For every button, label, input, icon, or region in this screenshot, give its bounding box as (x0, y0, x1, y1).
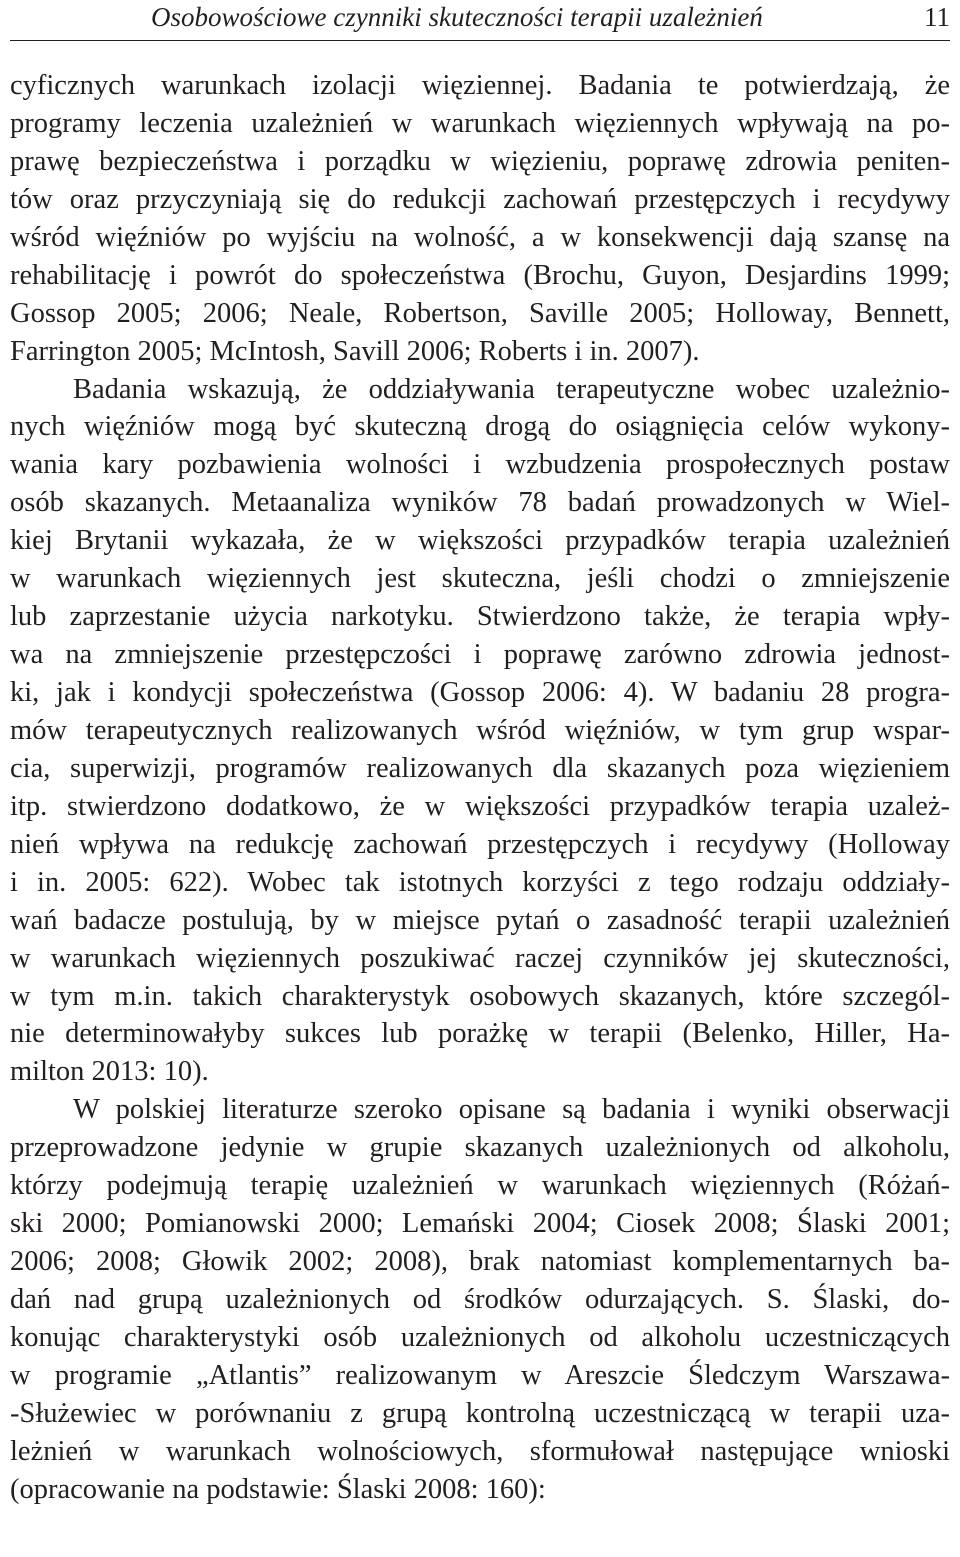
text-line: i in. 2005: 622). Wobec tak istotnych korzyści z tego rodzaju oddziały- (10, 866, 950, 898)
text-line: w programie „Atlantis” realizowanym w Areszcie Śledczym Warszawa- (10, 1359, 950, 1391)
text-line: wania kary pozbawienia wolności i wzbudzenia prospołecznych postaw (10, 449, 950, 481)
text-line: nie determinowałyby sukces lub porażkę w terapii (Belenko, Hiller, Ha- (10, 1018, 950, 1050)
text-line: programy leczenia uzależnień w warunkach więziennych wpływają na po- (10, 107, 950, 139)
text-line: -Służewiec w porównaniu z grupą kontrolną uczestniczącą w terapii uza- (10, 1397, 950, 1429)
text-line: w warunkach więziennych jest skuteczna, jeśli chodzi o zmniejszenie (10, 563, 950, 595)
page-number: 11 (924, 2, 950, 32)
text-line: dań nad grupą uzależnionych od środków odurzających. S. Ślaski, do- (10, 1284, 950, 1315)
text-line: którzy podejmują terapię uzależnień w warunkach więziennych (Różań- (10, 1170, 950, 1202)
text-line: 2006; 2008; Głowik 2002; 2008), brak natomiast komplementarnych ba- (10, 1246, 950, 1278)
text-line: tów oraz przyczyniają się do redukcji zachowań przestępczych i recydywy (10, 183, 950, 215)
text-line: W polskiej literaturze szeroko opisane są badania i wyniki obserwacji (73, 1094, 950, 1126)
text-line: Farrington 2005; McIntosh, Savill 2006; Roberts i in. 2007). (10, 335, 700, 367)
text-line: milton 2013: 10). (10, 1056, 209, 1088)
text-line: ski 2000; Pomianowski 2000; Lemański 2004; Ciosek 2008; Ślaski 2001; (10, 1208, 950, 1240)
text-line: nień wpływa na redukcję zachowań przestępczych i recydywy (Holloway (10, 828, 950, 860)
text-line: rehabilitację i powrót do społeczeństwa (Brochu, Guyon, Desjardins 1999; (10, 259, 950, 291)
text-line: wa na zmniejszenie przestępczości i poprawę zarówno zdrowia jednost- (10, 639, 950, 671)
text-line: konując charakterystyki osób uzależnionych od alkoholu uczestniczących (10, 1321, 950, 1353)
text-line: osób skazanych. Metaanaliza wyników 78 badań prowadzonych w Wiel- (10, 487, 950, 519)
text-line: kiej Brytanii wykazała, że w większości przypadków terapia uzależnień (10, 525, 950, 557)
text-line: w tym m.in. takich charakterystyk osobowych skazanych, które szczegól- (10, 980, 950, 1012)
text-line: itp. stwierdzono dodatkowo, że w większości przypadków terapia uzależ- (10, 790, 950, 822)
text-line: leżnień w warunkach wolnościowych, sformułował następujące wnioski (10, 1435, 950, 1467)
text-line: Gossop 2005; 2006; Neale, Robertson, Saville 2005; Holloway, Bennett, (10, 297, 950, 329)
body-text (10, 67, 950, 1509)
text-line: ki, jak i kondycji społeczeństwa (Gossop 2006: 4). W badaniu 28 progra- (10, 677, 950, 708)
text-line: mów terapeutycznych realizowanych wśród więźniów, w tym grup wspar- (10, 714, 950, 746)
paragraph-2 (10, 371, 950, 1092)
text-line: Badania wskazują, że oddziaływania terapeutyczne wobec uzależnio- (73, 373, 950, 405)
text-line: w warunkach więziennych poszukiwać raczej czynników jej skuteczności, (10, 942, 950, 974)
paragraph-3 (10, 1091, 950, 1508)
text-line: prawę bezpieczeństwa i porządku w więzieniu, poprawę zdrowia peniten- (10, 145, 950, 177)
text-line: cia, superwizji, programów realizowanych dla skazanych poza więzieniem (10, 752, 950, 784)
text-line: cyficznych warunkach izolacji więziennej. Badania te potwierdzają, że (10, 70, 950, 101)
text-line: lub zaprzestanie użycia narkotyku. Stwierdzono także, że terapia wpły- (10, 601, 950, 633)
running-title: Osobowościowe czynniki skuteczności terapii uzależnień (151, 2, 763, 32)
text-line: wśród więźniów po wyjściu na wolność, a w konsekwencji dają szansę na (10, 221, 950, 253)
text-line: nych więźniów mogą być skuteczną drogą do osiągnięcia celów wykony- (10, 411, 950, 443)
text-line: wań badacze postulują, by w miejsce pytań o zasadność terapii uzależnień (10, 904, 950, 936)
text-line: (opracowanie na podstawie: Ślaski 2008: 160): (10, 1473, 546, 1505)
text-line: przeprowadzone jedynie w grupie skazanych uzależnionych od alkoholu, (10, 1132, 950, 1164)
paragraph-1 (10, 67, 950, 371)
running-header (10, 0, 950, 41)
